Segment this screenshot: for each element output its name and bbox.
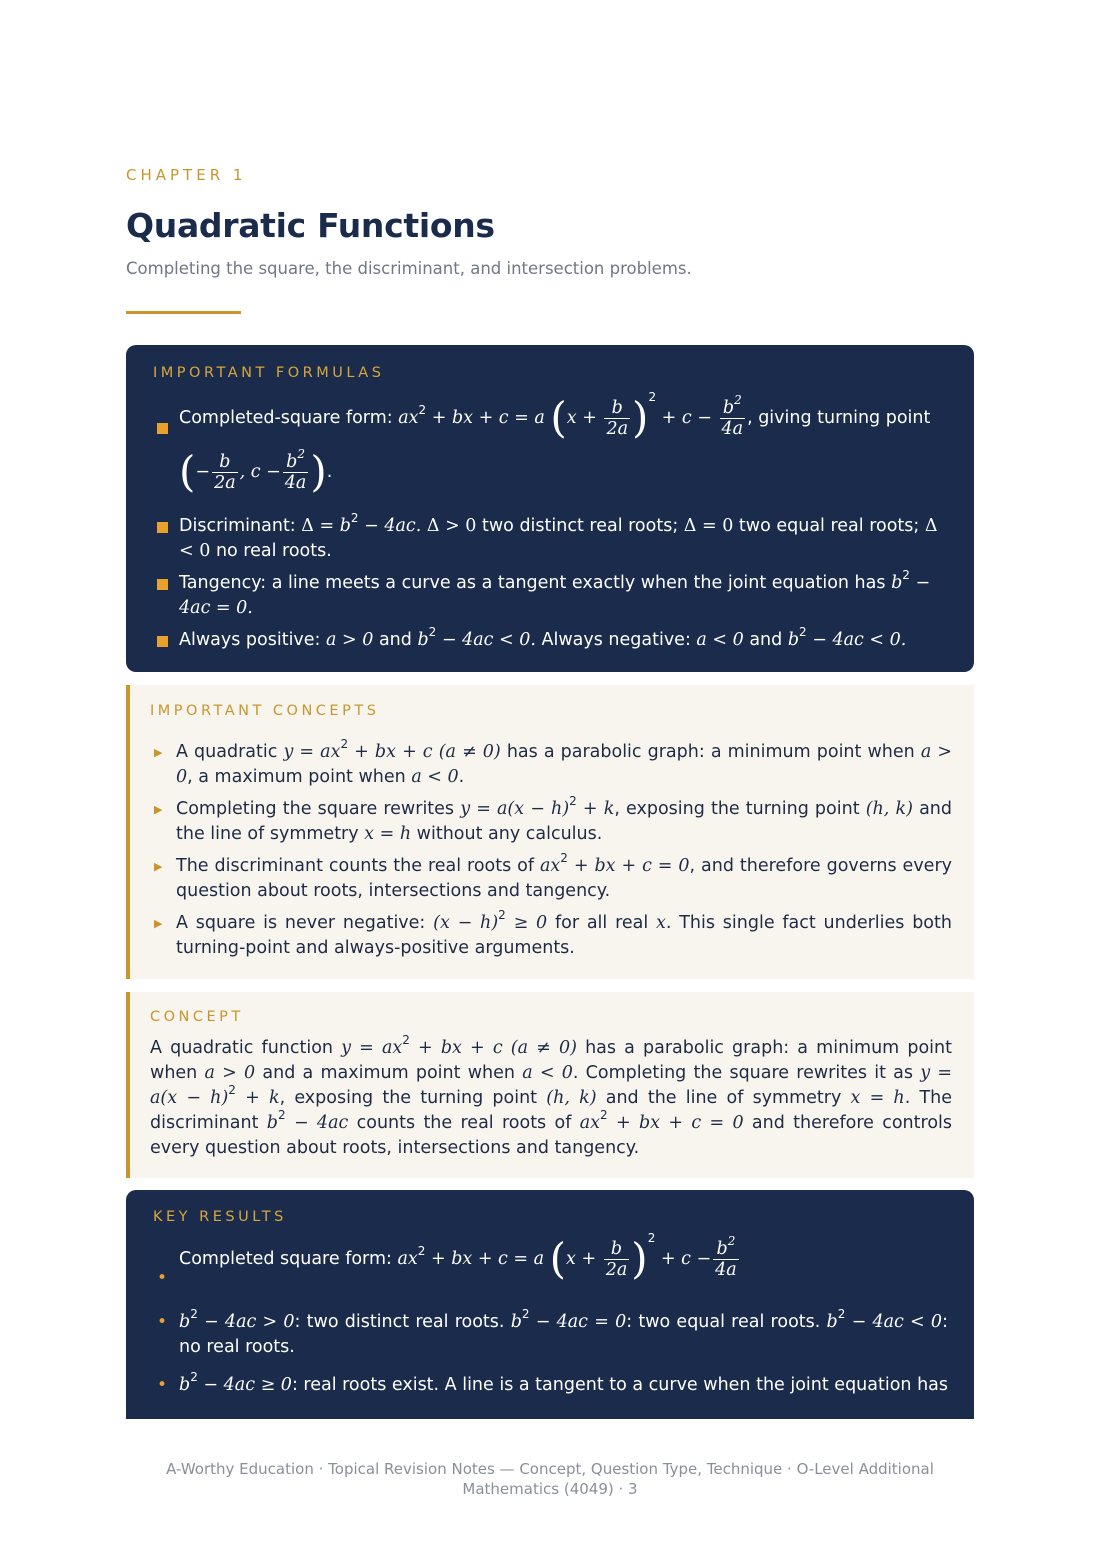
superscript: 2 [727,1233,736,1248]
formula-item-completed-square [179,390,948,505]
concept-text: counts the real roots of [348,1113,580,1133]
box-heading: CONCEPT [150,1009,244,1025]
math: ax [579,1113,601,1133]
math: b [266,1113,278,1133]
concept-item [154,737,952,790]
math: (h, k) [865,799,913,819]
math: + k [235,1088,280,1108]
math: + c − [660,1249,712,1269]
math: , c − [239,462,281,482]
superscript: 2 [190,1370,198,1384]
page-title: Quadratic Functions [126,206,495,245]
dot-bullet-icon: • [157,1312,168,1332]
numerator: b [604,1239,630,1260]
concept-text: . The discriminant [150,1088,953,1133]
math: x + [566,1249,602,1269]
math: b [339,516,351,536]
formula-label: Tangency: a line meets a curve as a tangent exactly when the joint equation has [179,573,892,593]
concept-text: and therefore controls every question about roots, intersections and tangency. [150,1113,953,1158]
math: + k [576,799,615,819]
concept-text: The discriminant counts the real roots of [176,856,540,876]
concept-text: and the line of symmetry [596,1088,851,1108]
result-label: Completed square form: [179,1249,398,1269]
numerator [713,1233,739,1260]
important-formulas-box [126,345,974,672]
fraction [212,452,238,493]
superscript: 2 [417,1244,426,1258]
result-item-real-roots [157,1370,949,1398]
fraction [720,392,746,439]
left-paren: ( [550,393,567,442]
denominator: 2a [214,472,236,493]
math: y = ax [341,1038,403,1058]
numerator [720,392,746,419]
superscript: 2 [569,794,577,808]
box-heading: IMPORTANT CONCEPTS [150,703,380,719]
concept-text: A quadratic [176,742,284,762]
math: ax [398,408,419,428]
formula-line [179,390,948,451]
result-text: : real roots exist. A line is a tangent to a curve when the joint equation has [291,1375,949,1395]
result-text: : no real roots. [179,1312,948,1357]
math: + bx + c = a [425,1249,545,1269]
math: + bx + c = 0 [567,856,690,876]
formula-item-tangency [179,568,948,621]
math: y = a(x − h) [150,1063,952,1108]
math: a < 0 [411,767,459,787]
concept-text: A quadratic function [150,1038,342,1058]
superscript: 2 [560,851,568,865]
math: 4ac = 0. [179,598,253,618]
fraction [283,446,309,493]
superscript: 2 [340,737,349,751]
concept-text: for all real [547,913,657,933]
box-heading: IMPORTANT FORMULAS [153,365,385,381]
square-bullet-icon [157,579,168,590]
formula-label: Discriminant: [179,516,302,536]
formula-text: , giving turning point [747,408,931,428]
math: − 4ac [285,1113,349,1133]
math: b [179,1375,191,1395]
concept-paragraph [150,1033,953,1161]
math: y = ax [283,742,341,762]
square-bullet-icon [157,423,168,434]
formula-item-always-sign [179,625,948,653]
formula-label: Completed-square form: [179,408,399,428]
result-item-discriminant [157,1307,948,1360]
superscript: 2 [648,390,657,404]
denominator: 4a [721,418,744,439]
concept-text: , a maximum point when [187,767,412,787]
denominator: 2a [606,418,629,439]
concept-item [154,851,952,904]
formula-text: and [373,630,418,650]
denominator: 4a [284,472,307,493]
numerator [283,446,309,473]
math: . [326,462,333,482]
superscript: 2 [190,1307,198,1321]
turning-point-line [179,446,948,505]
math: − [195,462,211,482]
concept-text: , exposing the turning point [614,799,866,819]
math: b [826,1312,838,1332]
chapter-label: CHAPTER 1 [126,166,247,184]
math: − 4ac. [358,516,422,536]
concept-text: . [458,767,465,787]
math: Δ = [301,516,340,536]
result-line [179,1231,948,1296]
math: x [656,913,666,933]
superscript: 2 [418,403,427,417]
concept-text: and the line of symmetry [176,799,952,844]
key-results-box [126,1190,974,1419]
formula-text: two equal real roots; [733,516,920,536]
math: − 4ac < 0. [806,630,907,650]
math: a > 0 [204,1063,256,1083]
fraction [604,1239,630,1280]
math: + bx + c (a ≠ 0) [409,1038,577,1058]
math: b [891,573,903,593]
superscript: 2 [734,392,742,407]
fraction [604,398,630,439]
math: b [286,451,298,472]
square-bullet-icon [157,522,168,533]
triangle-bullet-icon: ▶ [154,860,163,873]
superscript: 2 [647,1231,656,1245]
concept-text: A square is never negative: [176,913,434,933]
left-paren: ( [179,447,196,496]
concept-box [126,992,974,1178]
concept-item [154,794,952,847]
math: b [787,630,800,650]
result-item-completed-square [157,1231,948,1296]
math: − 4ac > 0 [197,1312,295,1332]
math: y = a(x − h) [460,799,570,819]
math: b [722,397,735,418]
math: a < 0 [522,1063,573,1083]
box-heading: KEY RESULTS [153,1209,287,1225]
denominator: 4a [715,1259,737,1280]
math: b [417,630,429,650]
concept-text: and a maximum point when [255,1063,523,1083]
superscript: 2 [902,568,910,582]
math: ≥ 0 [505,913,548,933]
superscript: 2 [228,1083,236,1097]
math: + bx + c = a [426,408,545,428]
math: Δ > 0 [426,516,477,536]
concept-text: . Completing the square rewrites it as [572,1063,921,1083]
math: − 4ac < 0. [436,630,536,650]
denominator: 2a [605,1259,628,1280]
math: − [909,573,931,593]
concept-text: Completing the square rewrites [176,799,461,819]
math: (h, k) [546,1088,597,1108]
right-paren: ) [632,393,649,442]
math: Δ = 0 [683,516,734,536]
concept-text: , exposing the turning point [279,1088,547,1108]
concept-text: . This single fact underlies both turning-point and always-positive arguments. [176,913,952,958]
square-bullet-icon [157,636,168,647]
dot-bullet-icon: • [157,1268,168,1288]
superscript: 2 [521,1307,530,1321]
math: b [179,1312,191,1332]
math: − 4ac = 0 [529,1312,627,1332]
concept-item [154,908,952,961]
page-subtitle: Completing the square, the discriminant, and intersection problems. [126,259,692,278]
numerator: b [604,398,630,419]
math: a > 0 [176,742,952,787]
math: b [716,1238,728,1259]
triangle-bullet-icon: ▶ [154,746,163,759]
page-footer: A-Worthy Education · Topical Revision Notes — Concept, Question Type, Technique · O-Level Additional Mathematics (4049) · 3 [166,1460,934,1498]
math: b [510,1312,522,1332]
numerator: b [212,452,238,473]
math: x = h [850,1088,905,1108]
math: ax [539,856,561,876]
result-text: : two distinct real roots. [294,1312,511,1332]
superscript: 2 [498,908,506,922]
formula-label: Always negative: [535,630,697,650]
math: Δ < 0 [179,516,938,561]
math: (x − h) [433,913,499,933]
formula-text: two distinct real roots; [476,516,684,536]
math: + bx + c (a ≠ 0) [348,742,501,762]
concept-text: has a parabolic graph: a minimum point when [150,1038,952,1083]
concept-text: without any calculus. [411,824,603,844]
superscript: 2 [350,511,359,525]
right-paren: ) [631,1234,648,1283]
triangle-bullet-icon: ▶ [154,803,163,816]
math: a > 0 [326,630,374,650]
math: ax [397,1249,418,1269]
concept-text: , and therefore governs every question about roots, intersections and tangency. [176,856,952,901]
superscript: 2 [297,446,305,461]
formula-text: and [743,630,788,650]
math: − 4ac < 0 [845,1312,943,1332]
math: a < 0 [696,630,744,650]
formula-label: Always positive: [179,630,327,650]
math: x + [566,408,603,428]
right-paren: ) [310,447,327,496]
triangle-bullet-icon: ▶ [154,917,163,930]
important-concepts-box [126,685,974,979]
superscript: 2 [837,1307,846,1321]
formula-item-discriminant [179,511,948,564]
superscript: 2 [799,625,807,639]
superscript: 2 [402,1033,410,1047]
fraction [713,1233,739,1280]
math: − 4ac ≥ 0 [197,1375,292,1395]
title-underline [126,311,241,314]
formula-text: no real roots. [210,541,332,561]
math: x = h [364,824,412,844]
math: + c − [661,408,712,428]
left-paren: ( [549,1234,567,1283]
superscript: 2 [428,625,437,639]
superscript: 2 [600,1108,608,1122]
dot-bullet-icon: • [157,1375,168,1395]
math: + bx + c = 0 [607,1113,744,1133]
result-text: : two equal real roots. [626,1312,827,1332]
concept-text: has a parabolic graph: a minimum point when [500,742,921,762]
superscript: 2 [277,1108,286,1122]
